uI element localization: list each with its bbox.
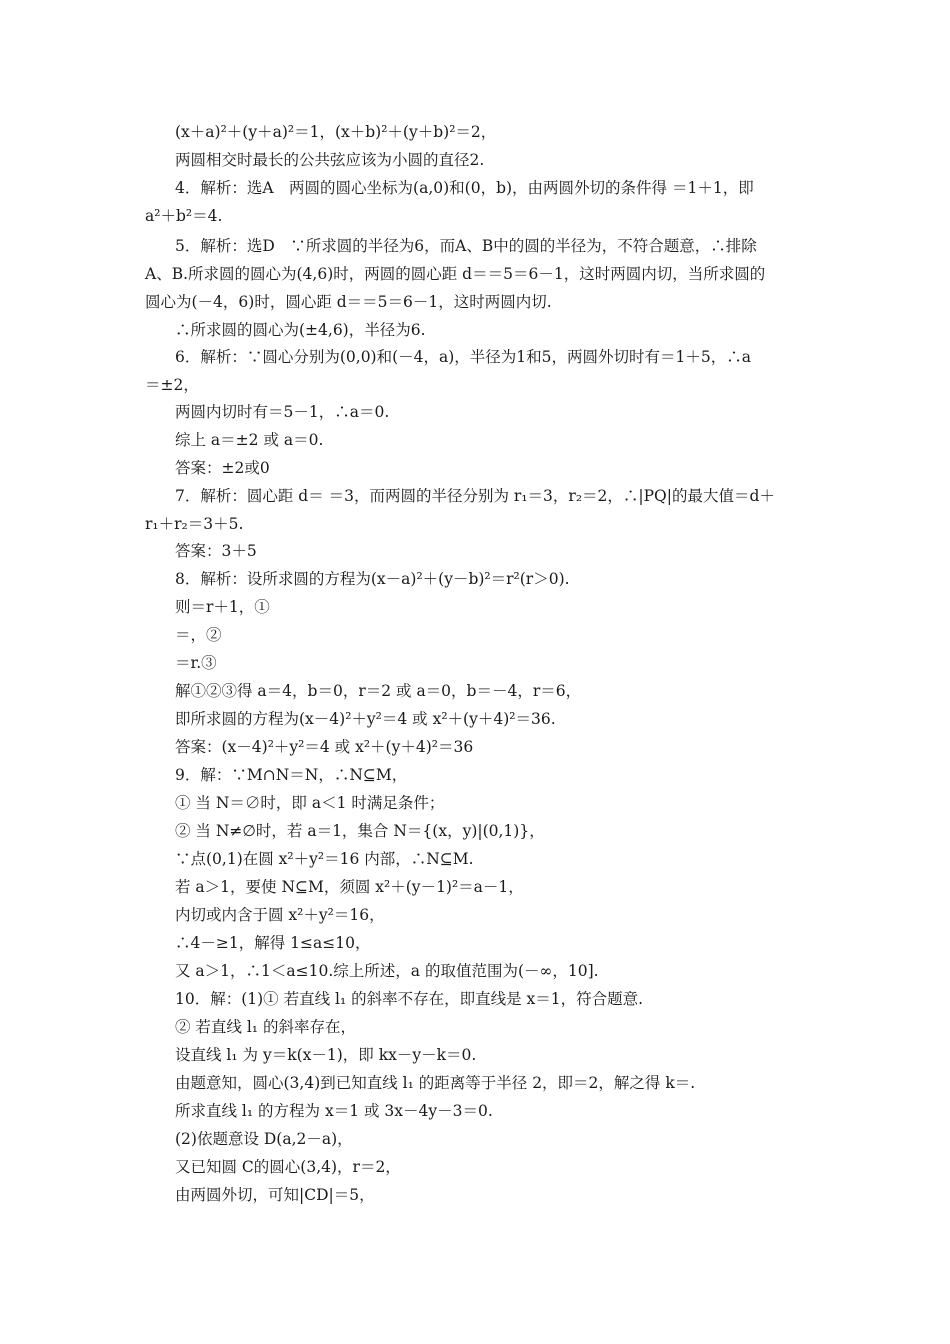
text-line: 所求直线 l₁ 的方程为 x＝1 或 3x－4y－3＝0. (175, 1102, 493, 1120)
text-line: 8．解析：设所求圆的方程为(x－a)²＋(y－b)²＝r²(r＞0). (175, 570, 570, 588)
text-line: ＝r.③ (175, 654, 217, 672)
text-line: ② 若直线 l₁ 的斜率存在， (175, 1018, 356, 1036)
text-line: A、B.所求圆的圆心为(4,6)时，两圆的圆心距 d＝＝5＝6－1，这时两圆内切，当所求圆的 (145, 265, 766, 283)
text-line: 又 a＞1，∴1＜a≤10.综上所述，a 的取值范围为(－∞，10]. (175, 962, 599, 980)
text-line: (2)依题意设 D(a,2－a)， (175, 1130, 353, 1148)
text-line: (x＋a)²＋(y＋a)²＝1，(x＋b)²＋(y＋b)²＝2， (175, 123, 497, 141)
text-line: 若 a＞1，要使 N⊆M，须圆 x²＋(y－1)²＝a－1， (175, 878, 524, 896)
text-line: 10．解：(1)① 若直线 l₁ 的斜率不存在，即直线是 x＝1，符合题意. (175, 990, 644, 1008)
text-line: ∵点(0,1)在圆 x²＋y²＝16 内部，∴N⊆M. (175, 850, 474, 868)
text-line: r₁＋r₂＝3＋5. (145, 515, 244, 533)
text-line: 由题意知，圆心(3,4)到已知直线 l₁ 的距离等于半径 2，即＝2，解之得 k＝. (175, 1074, 696, 1092)
text-line: 7．解析：圆心距 d＝ ＝3，而两圆的半径分别为 r₁＝3，r₂＝2，∴|PQ|的最大值＝d＋ (175, 487, 775, 505)
text-line: ① 当 N＝∅时，即 a＜1 时满足条件； (175, 794, 445, 812)
text-line: 圆心为(－4，6)时，圆心距 d＝＝5＝6－1，这时两圆内切. (145, 293, 552, 311)
text-line: 则＝r＋1，① (175, 598, 270, 616)
text-line: 两圆相交时最长的公共弦应该为小圆的直径2. (175, 151, 485, 169)
text-line: 综上 a＝±2 或 a＝0. (175, 431, 324, 449)
text-line: 答案：(x－4)²＋y²＝4 或 x²＋(y＋4)²＝36 (175, 738, 474, 756)
text-line: ∴4－≥1，解得 1≤a≤10， (175, 934, 371, 952)
text-line: 4．解析：选A 两圆的圆心坐标为(a,0)和(0，b)，由两圆外切的条件得 ＝1＋1，即 (175, 179, 754, 197)
text-line: 解①②③得 a＝4，b＝0，r＝2 或 a＝0，b＝－4，r＝6， (175, 682, 582, 700)
text-line: 内切或内含于圆 x²＋y²＝16， (175, 906, 385, 924)
text-line: ∴所求圆的圆心为(±4,6)，半径为6. (175, 321, 426, 339)
text-line: 由两圆外切，可知|CD|＝5， (175, 1186, 375, 1204)
text-line: 即所求圆的方程为(x－4)²＋y²＝4 或 x²＋(y＋4)²＝36. (175, 710, 556, 728)
text-line: 又已知圆 C的圆心(3,4)，r＝2， (175, 1158, 401, 1176)
text-line: 答案：3＋5 (175, 542, 257, 560)
text-line: 答案：±2或0 (175, 459, 270, 477)
text-line: 6．解析：∵圆心分别为(0,0)和(－4，a)，半径为1和5，两圆外切时有＝1＋5，∴a (175, 348, 751, 366)
text-line: ② 当 N≠∅时，若 a＝1，集合 N＝{(x，y)|(0,1)}， (175, 822, 545, 840)
text-line: a²＋b²＝4. (145, 207, 223, 225)
text-line: ＝±2， (145, 376, 199, 394)
text-line: 5．解析：选D ∵所求圆的半径为6，而A、B中的圆的半径为，不符合题意，∴排除 (175, 237, 757, 255)
text-line: 设直线 l₁ 为 y＝k(x－1)，即 kx－y－k＝0. (175, 1046, 477, 1064)
text-line: 9．解：∵M∩N＝N，∴N⊆M， (175, 766, 408, 784)
text-line: 两圆内切时有＝5－1，∴a＝0. (175, 403, 390, 421)
text-line: ＝，② (175, 626, 222, 644)
